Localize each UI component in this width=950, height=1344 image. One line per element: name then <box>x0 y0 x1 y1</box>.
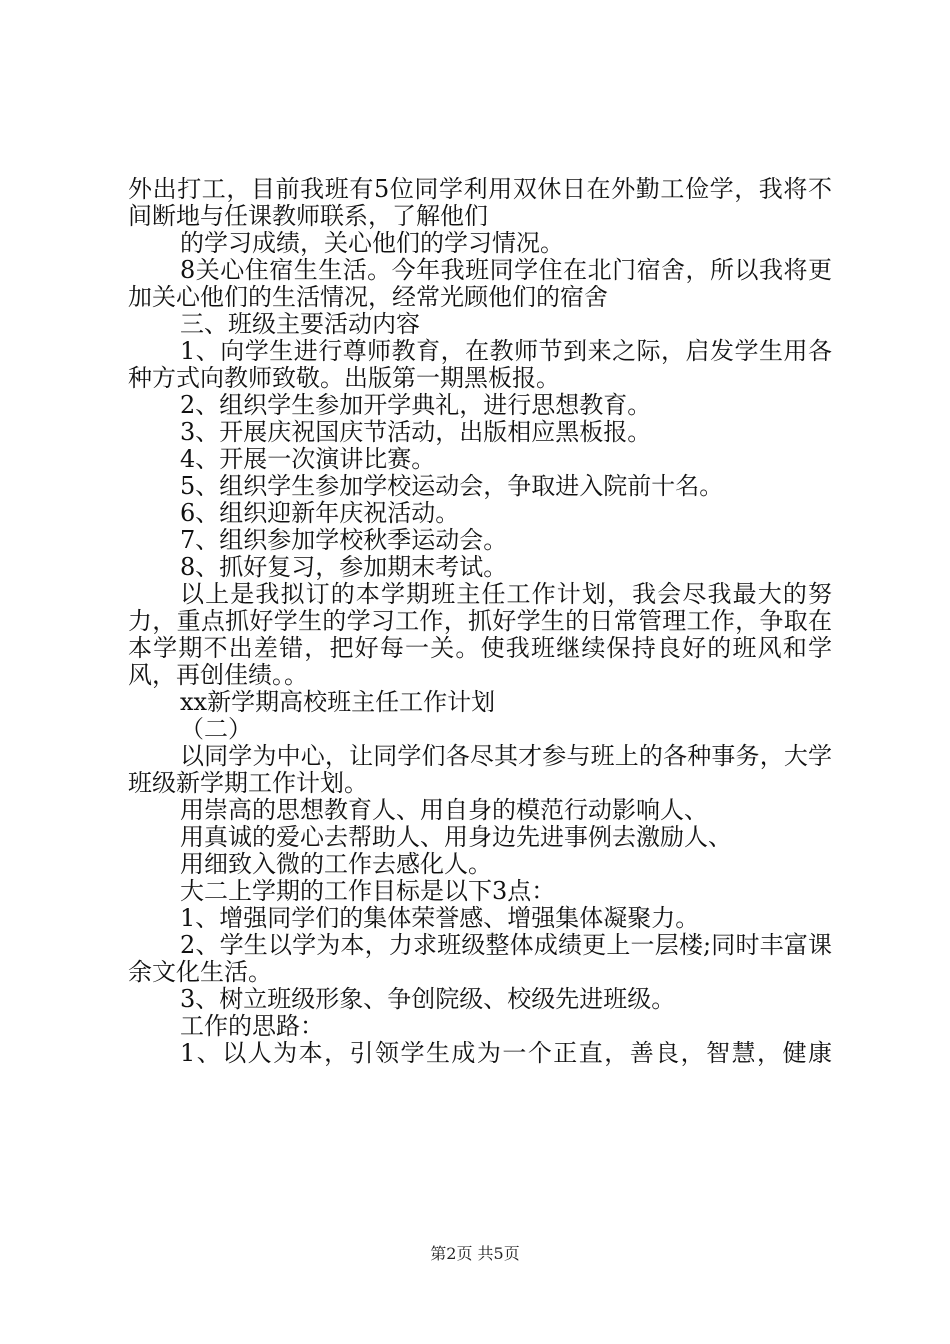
section-heading-activities: 三、班级主要活动内容 <box>180 310 420 338</box>
motto-line: 用真诚的爱心去帮助人、用身边先进事例去激励人、 <box>180 823 732 851</box>
page-footer: 第2页 共5页 <box>430 1244 520 1263</box>
paragraph-3: 8关心住宿生生活。今年我班同学住在北门宿舍，所以我将更加关心他们的生活情况，经常光顾他们的宿舍 <box>128 256 832 311</box>
list-item: 3、树立班级形象、争创院级、校级先进班级。 <box>180 985 676 1013</box>
paragraph-1: 外出打工，目前我班有5位同学利用双休日在外勤工俭学，我将不间断地与任课教师联系，了解他们 <box>128 175 832 230</box>
approach-heading: 工作的思路： <box>180 1012 324 1040</box>
paragraph-summary: 以上是我拟订的本学期班主任工作计划，我会尽我最大的努力，重点抓好学生的学习工作，抓好学生的日常管理工作，争取在本学期不出差错，把好每一关。使我班继续保持良好的班风和学风，再创佳绩。。 <box>128 580 832 689</box>
list-item: 2、组织学生参加开学典礼，进行思想教育。 <box>180 391 652 419</box>
list-item: 1、以人为本，引领学生成为一个正直，善良，智慧，健康 <box>180 1039 832 1067</box>
list-item: 1、增强同学们的集体荣誉感、增强集体凝聚力。 <box>180 904 700 932</box>
section-number: （二） <box>180 715 252 743</box>
list-item: 5、组织学生参加学校运动会，争取进入院前十名。 <box>180 472 724 500</box>
paragraph-intro: 以同学为中心，让同学们各尽其才参与班上的各种事务，大学班级新学期工作计划。 <box>128 742 832 797</box>
paragraph-2: 的学习成绩，关心他们的学习情况。 <box>180 229 564 257</box>
list-item: 2、学生以学为本，力求班级整体成绩更上一层楼;同时丰富课余文化生活。 <box>128 931 832 986</box>
list-item: 7、组织参加学校秋季运动会。 <box>180 526 508 554</box>
motto-line: 用细致入微的工作去感化人。 <box>180 850 492 878</box>
document-body <box>128 176 832 1067</box>
document-subtitle: xx新学期高校班主任工作计划 <box>180 688 496 716</box>
list-item: 1、向学生进行尊师教育，在教师节到来之际，启发学生用各种方式向教师致敬。出版第一期黑板报。 <box>128 337 832 392</box>
motto-line: 用崇高的思想教育人、用自身的模范行动影响人、 <box>180 796 708 824</box>
list-item: 4、开展一次演讲比赛。 <box>180 445 436 473</box>
goals-heading: 大二上学期的工作目标是以下3点： <box>180 877 556 905</box>
list-item: 8、抓好复习，参加期末考试。 <box>180 553 508 581</box>
list-item: 6、组织迎新年庆祝活动。 <box>180 499 460 527</box>
list-item: 3、开展庆祝国庆节活动，出版相应黑板报。 <box>180 418 652 446</box>
